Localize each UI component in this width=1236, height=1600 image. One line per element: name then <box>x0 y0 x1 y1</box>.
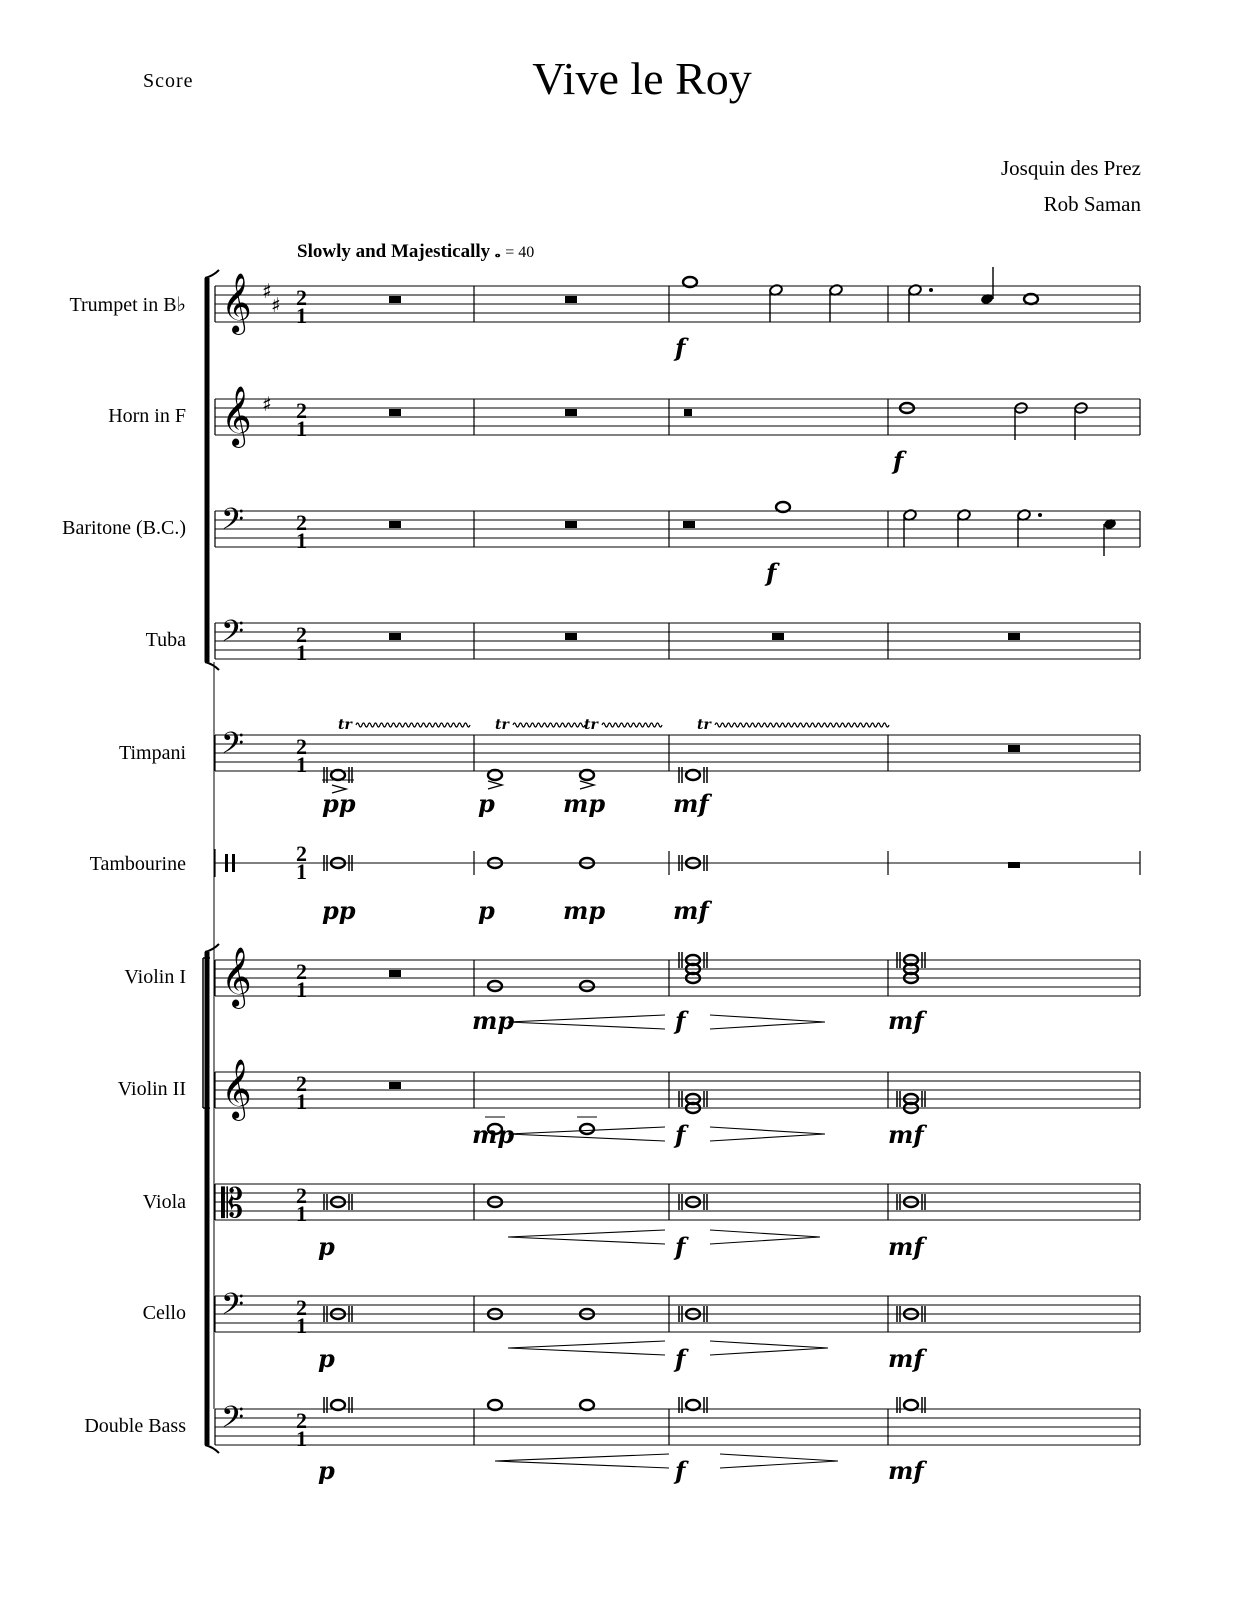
decrescendo-hairpin <box>710 1127 825 1141</box>
dynamic-mark: f <box>893 446 904 475</box>
whole-rest <box>565 633 577 640</box>
dynamic-mark: f <box>675 1006 686 1035</box>
instrument-name-timpani: Timpani <box>118 742 186 764</box>
bass-clef-icon: 𝄢 <box>221 503 245 544</box>
dynamic-mark: p <box>318 1232 335 1261</box>
whole-rest <box>1008 633 1020 640</box>
whole-rest <box>389 633 401 640</box>
instrument-name-tuba: Tuba <box>145 629 186 651</box>
time-signature-top: 2 <box>296 841 307 866</box>
trill-line <box>513 723 585 727</box>
dynamic-mark: f <box>675 1344 686 1373</box>
instrument-name-horn: Horn in F <box>108 405 186 427</box>
dynamic-mark: mf <box>673 896 709 925</box>
page-title: Vive le Roy <box>532 53 752 104</box>
treble-clef-icon: 𝄞 <box>221 273 252 333</box>
tempo-value: = 40 <box>505 244 535 261</box>
sharp-icon: ♯ <box>262 392 272 416</box>
whole-rest <box>565 409 577 416</box>
sharp-icon: ♯ <box>271 293 281 317</box>
breve-rest <box>684 409 692 416</box>
accent-mark <box>580 781 594 789</box>
trill-mark: tr <box>495 717 509 733</box>
time-signature-bottom: 1 <box>296 416 307 441</box>
dynamic-mark: f <box>675 1456 686 1485</box>
trill-mark: tr <box>584 717 598 733</box>
dynamic-mark: f <box>675 333 686 362</box>
trill-mark: tr <box>338 717 352 733</box>
instrument-name-violin2: Violin II <box>117 1078 186 1100</box>
whole-note <box>580 981 594 991</box>
bass-clef-icon: 𝄢 <box>221 1288 245 1329</box>
treble-clef-icon: 𝄞 <box>221 947 252 1007</box>
arranger-credit: Rob Saman <box>1043 192 1141 216</box>
whole-rest <box>389 296 401 303</box>
sharp-icon: ♯ <box>262 279 272 303</box>
treble-clef-icon: 𝄞 <box>221 386 252 446</box>
dynamic-mark: pp <box>322 896 356 925</box>
composer-credit: Josquin des Prez <box>1001 156 1141 180</box>
time-signature-top: 2 <box>296 398 307 423</box>
treble-clef-icon: 𝄞 <box>221 1059 252 1119</box>
whole-note <box>488 981 502 991</box>
whole-rest <box>389 521 401 528</box>
time-signature-bottom: 1 <box>296 640 307 665</box>
decrescendo-hairpin <box>710 1015 825 1029</box>
time-signature-top: 2 <box>296 622 307 647</box>
accent-mark <box>488 781 502 789</box>
instrument-name-trumpet: Trumpet in B♭ <box>69 294 186 316</box>
time-signature-bottom: 1 <box>296 1089 307 1114</box>
dynamic-mark: mp <box>472 1006 515 1035</box>
time-signature-bottom: 1 <box>296 303 307 328</box>
time-signature-bottom: 1 <box>296 528 307 553</box>
whole-note <box>580 1124 594 1134</box>
whole-rest <box>1008 862 1020 868</box>
crescendo-hairpin <box>508 1230 665 1244</box>
time-signature-top: 2 <box>296 959 307 984</box>
instrument-name-violin1: Violin I <box>124 966 186 988</box>
instrument-name-cello: Cello <box>142 1302 186 1324</box>
tempo-note-icon: 𝅝 <box>494 246 501 261</box>
dynamic-mark: f <box>675 1120 686 1149</box>
whole-rest <box>772 633 784 640</box>
decrescendo-hairpin <box>710 1230 820 1244</box>
percussion-clef-icon <box>232 854 235 872</box>
tempo-marking <box>297 241 534 263</box>
whole-rest <box>565 296 577 303</box>
dynamic-mark: mf <box>888 1456 924 1485</box>
crescendo-hairpin <box>495 1454 669 1468</box>
dynamic-mark: p <box>318 1344 335 1373</box>
time-signature-bottom: 1 <box>296 977 307 1002</box>
bass-clef-icon: 𝄢 <box>221 615 245 656</box>
time-signature-top: 2 <box>296 734 307 759</box>
instrument-name-viola: Viola <box>142 1191 186 1213</box>
percussion-clef-icon <box>225 854 228 872</box>
dynamic-mark: f <box>766 558 777 587</box>
whole-rest <box>683 521 695 528</box>
dynamic-mark: mp <box>563 896 606 925</box>
trill-mark: tr <box>697 717 711 733</box>
dynamic-mark: pp <box>322 789 356 818</box>
time-signature-bottom: 1 <box>296 1313 307 1338</box>
dynamic-mark: mf <box>888 1006 924 1035</box>
instrument-name-baritone: Baritone (B.C.) <box>62 517 186 539</box>
instrument-name-double-bass: Double Bass <box>84 1415 186 1437</box>
decrescendo-hairpin <box>710 1341 828 1355</box>
time-signature-top: 2 <box>296 1071 307 1096</box>
whole-rest <box>389 1082 401 1089</box>
time-signature-top: 2 <box>296 285 307 310</box>
dynamic-mark: p <box>478 896 495 925</box>
dynamic-mark: p <box>478 789 495 818</box>
bass-clef-icon: 𝄢 <box>221 727 245 768</box>
dynamic-mark: mf <box>888 1232 924 1261</box>
dynamic-mark: mf <box>673 789 709 818</box>
time-signature-top: 2 <box>296 1408 307 1433</box>
trill-line <box>356 723 470 727</box>
alto-clef-icon: 𝄡 <box>221 1181 244 1227</box>
dynamic-mark: mf <box>888 1120 924 1149</box>
crescendo-hairpin <box>508 1015 665 1029</box>
time-signature-top: 2 <box>296 510 307 535</box>
dynamic-mark: f <box>675 1232 686 1261</box>
time-signature-top: 2 <box>296 1183 307 1208</box>
trill-line <box>602 723 662 727</box>
dynamic-mark: p <box>318 1456 335 1485</box>
crescendo-hairpin <box>508 1341 665 1355</box>
tempo-text: Slowly and Majestically <box>297 241 491 262</box>
dynamic-mark: mp <box>563 789 606 818</box>
time-signature-top: 2 <box>296 1295 307 1320</box>
whole-rest <box>389 409 401 416</box>
time-signature-bottom: 1 <box>296 1201 307 1226</box>
time-signature-bottom: 1 <box>296 752 307 777</box>
dot <box>929 288 933 292</box>
bass-clef-icon: 𝄢 <box>221 1401 245 1442</box>
decrescendo-hairpin <box>720 1454 838 1468</box>
whole-rest <box>389 970 401 977</box>
score-label: Score <box>143 70 194 92</box>
whole-rest <box>1008 745 1020 752</box>
dynamic-mark: mf <box>888 1344 924 1373</box>
time-signature-bottom: 1 <box>296 859 307 884</box>
whole-rest <box>565 521 577 528</box>
time-signature-bottom: 1 <box>296 1426 307 1451</box>
dot <box>1038 513 1042 517</box>
instrument-name-tambourine: Tambourine <box>89 853 186 875</box>
dynamic-mark: mp <box>472 1120 515 1149</box>
trill-line <box>715 723 889 727</box>
